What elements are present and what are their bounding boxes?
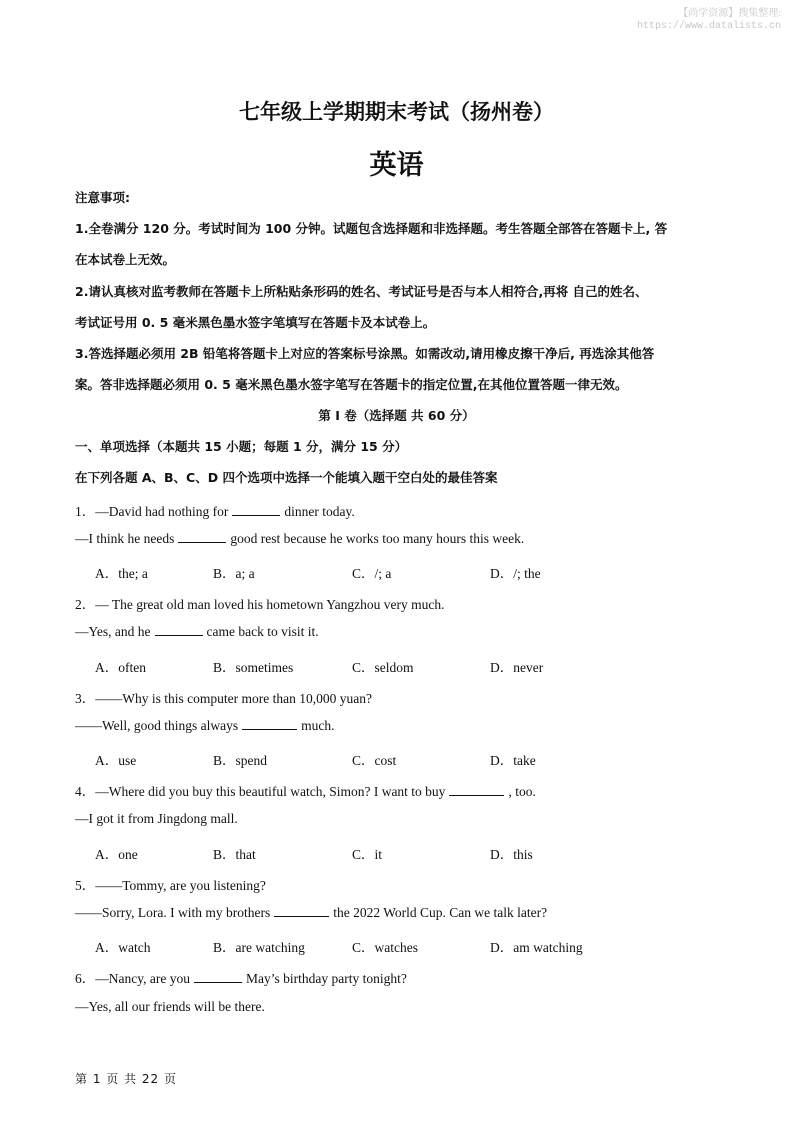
answer-blank bbox=[232, 504, 280, 516]
option-a[interactable]: A．the; a bbox=[95, 566, 148, 581]
question-3-response: ——Well, good things always much. bbox=[75, 718, 335, 733]
question-number: 3． bbox=[75, 691, 96, 706]
option-b[interactable]: B．sometimes bbox=[213, 660, 294, 675]
watermark-url: https://www.datalists.cn bbox=[636, 21, 781, 32]
option-b[interactable]: B．that bbox=[213, 847, 256, 862]
option-b[interactable]: B．are watching bbox=[213, 940, 305, 955]
question-6-response: —Yes, all our friends will be there. bbox=[75, 999, 265, 1014]
option-b[interactable]: B．a; a bbox=[213, 566, 255, 581]
option-c[interactable]: C．seldom bbox=[352, 660, 414, 675]
part-title: 第 I 卷（选择题 共 60 分） bbox=[318, 408, 475, 423]
question-2-prompt: 2．— The great old man loved his hometown Yangzhou very much. bbox=[75, 597, 445, 612]
notice-item-2-line-1: 2.请认真核对监考教师在答题卡上所粘贴条形码的姓名、考试证号是否与本人相符合,再将 自己的姓名、 bbox=[75, 284, 648, 299]
notice-item-2-line-2: 考试证号用 0. 5 毫米黑色墨水签字笔填写在答题卡及本试卷上。 bbox=[75, 315, 436, 330]
option-d[interactable]: D．never bbox=[490, 660, 544, 675]
question-number: 6． bbox=[75, 971, 96, 986]
question-1-prompt: 1．—David had nothing for dinner today. bbox=[75, 504, 355, 519]
question-4-response: —I got it from Jingdong mall. bbox=[75, 811, 238, 826]
option-b[interactable]: B．spend bbox=[213, 753, 267, 768]
page-number: 第 1 页 共 22 页 bbox=[75, 1072, 177, 1086]
option-c[interactable]: C．it bbox=[352, 847, 383, 862]
question-4-prompt: 4．—Where did you buy this beautiful watch, Simon? I want to buy , too. bbox=[75, 784, 536, 799]
notice-item-1-line-1: 1.全卷满分 120 分。考试时间为 100 分钟。试题包含选择题和非选择题。考生答题全部答在答题卡上, 答 bbox=[75, 221, 668, 236]
section-title: 一、单项选择（本题共 15 小题；每题 1 分，满分 15 分） bbox=[75, 439, 408, 454]
question-number: 1． bbox=[75, 504, 96, 519]
answer-blank bbox=[274, 905, 329, 917]
question-5-prompt: 5．——Tommy, are you listening? bbox=[75, 878, 266, 893]
exam-subject: 英语 bbox=[369, 150, 424, 181]
question-5-response: ——Sorry, Lora. I with my brothers the 2022 World Cup. Can we talk later? bbox=[75, 905, 548, 920]
answer-blank bbox=[449, 784, 504, 796]
notice-heading: 注意事项: bbox=[75, 190, 130, 205]
section-instruction: 在下列各题 A、B、C、D 四个选项中选择一个能填入题干空白处的最佳答案 bbox=[75, 470, 498, 485]
option-c[interactable]: C．cost bbox=[352, 753, 397, 768]
option-d[interactable]: D．am watching bbox=[490, 940, 583, 955]
watermark-source: 【尚学资源】搜集整理: bbox=[678, 8, 781, 19]
question-3-prompt: 3．——Why is this computer more than 10,000 yuan? bbox=[75, 691, 372, 706]
question-2-response: —Yes, and he came back to visit it. bbox=[75, 624, 319, 639]
exam-title: 七年级上学期期末考试（扬州卷） bbox=[239, 100, 554, 124]
option-d[interactable]: D．take bbox=[490, 753, 536, 768]
option-d[interactable]: D．/; the bbox=[490, 566, 541, 581]
question-number: 5． bbox=[75, 878, 96, 893]
notice-item-3-line-1: 3.答选择题必须用 2B 铅笔将答题卡上对应的答案标号涂黑。如需改动,请用橡皮擦干净后, 再选涂其他答 bbox=[75, 346, 655, 361]
watermark bbox=[637, 7, 781, 33]
answer-blank bbox=[178, 531, 226, 543]
question-6-prompt: 6．—Nancy, are you May’s birthday party tonight? bbox=[75, 971, 407, 986]
option-a[interactable]: A．often bbox=[95, 660, 146, 675]
answer-blank bbox=[242, 718, 297, 730]
question-number: 4． bbox=[75, 784, 96, 799]
option-a[interactable]: A．one bbox=[95, 847, 138, 862]
option-d[interactable]: D．this bbox=[490, 847, 533, 862]
option-c[interactable]: C．watches bbox=[352, 940, 418, 955]
option-a[interactable]: A．watch bbox=[95, 940, 151, 955]
option-c[interactable]: C．/; a bbox=[352, 566, 392, 581]
question-number: 2． bbox=[75, 597, 96, 612]
option-a[interactable]: A．use bbox=[95, 753, 137, 768]
answer-blank bbox=[155, 624, 203, 636]
notice-item-3-line-2: 案。答非选择题必须用 0. 5 毫米黑色墨水签字笔写在答题卡的指定位置,在其他位置答题一律无效。 bbox=[75, 377, 628, 392]
notice-item-1-line-2: 在本试卷上无效。 bbox=[75, 252, 176, 267]
answer-blank bbox=[194, 971, 242, 983]
question-1-response: —I think he needs good rest because he works too many hours this week. bbox=[75, 531, 525, 546]
